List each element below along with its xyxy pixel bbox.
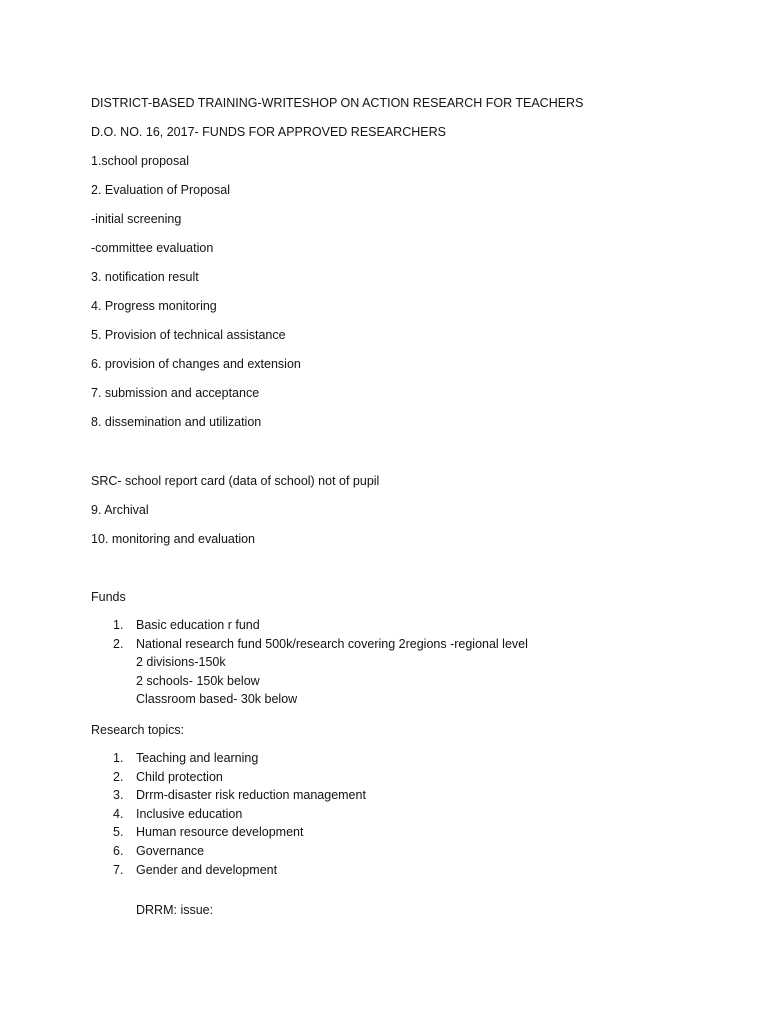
src-note: SRC- school report card (data of school) not of pupil <box>91 474 380 488</box>
document-title: DISTRICT-BASED TRAINING-WRITESHOP ON ACTION RESEARCH FOR TEACHERS <box>91 96 584 110</box>
process-step: 6. provision of changes and extension <box>91 357 301 371</box>
process-step: 7. submission and acceptance <box>91 386 260 400</box>
list-item-number: 2. <box>113 769 124 784</box>
list-item-text: Gender and development <box>136 862 278 877</box>
list-item <box>91 616 297 635</box>
list-item-text: Inclusive education <box>136 806 243 821</box>
drrm-note: DRRM: issue: <box>136 903 214 917</box>
funds-subline: 2 schools- 150k below <box>136 673 260 688</box>
list-item-text: Basic education r fund <box>136 618 260 632</box>
list-item-number: 5. <box>113 825 124 840</box>
list-item-number: 1. <box>113 751 124 765</box>
list-item-number: 4. <box>113 806 124 821</box>
process-substep: -committee evaluation <box>91 241 214 255</box>
list-item-text: Governance <box>136 843 205 858</box>
funds-subline: Classroom based- 30k below <box>136 692 298 707</box>
list-item-number: 6. <box>113 843 124 858</box>
list-item-number: 2. <box>113 636 124 651</box>
list-item-text: Drrm-disaster risk reduction management <box>136 788 366 803</box>
process-step: 8. dissemination and utilization <box>91 415 262 429</box>
list-item-number: 3. <box>113 788 124 803</box>
topics-heading: Research topics: <box>91 723 185 737</box>
funds-subline: 2 divisions-150k <box>136 655 226 670</box>
document-subtitle: D.O. NO. 16, 2017- FUNDS FOR APPROVED RESEARCHERS <box>91 125 446 139</box>
process-step: 9. Archival <box>91 503 149 517</box>
funds-heading: Funds <box>91 590 126 604</box>
list-item-text: Human resource development <box>136 825 304 840</box>
list-item-number: 1. <box>113 618 124 632</box>
process-step: 4. Progress monitoring <box>91 299 217 313</box>
funds-list <box>91 616 528 709</box>
process-step: 3. notification result <box>91 270 199 284</box>
list-item <box>91 635 528 654</box>
list-item-text: National research fund 500k/research covering 2regions -regional level <box>136 636 528 651</box>
list-item-text: Child protection <box>136 769 223 784</box>
process-substep: -initial screening <box>91 212 182 226</box>
process-step: 1.school proposal <box>91 154 189 168</box>
process-step: 10. monitoring and evaluation <box>91 532 256 546</box>
list-item-number: 7. <box>113 862 124 877</box>
process-step: 2. Evaluation of Proposal <box>91 183 230 197</box>
process-step: 5. Provision of technical assistance <box>91 328 286 342</box>
list-item-text: Teaching and learning <box>136 751 259 765</box>
